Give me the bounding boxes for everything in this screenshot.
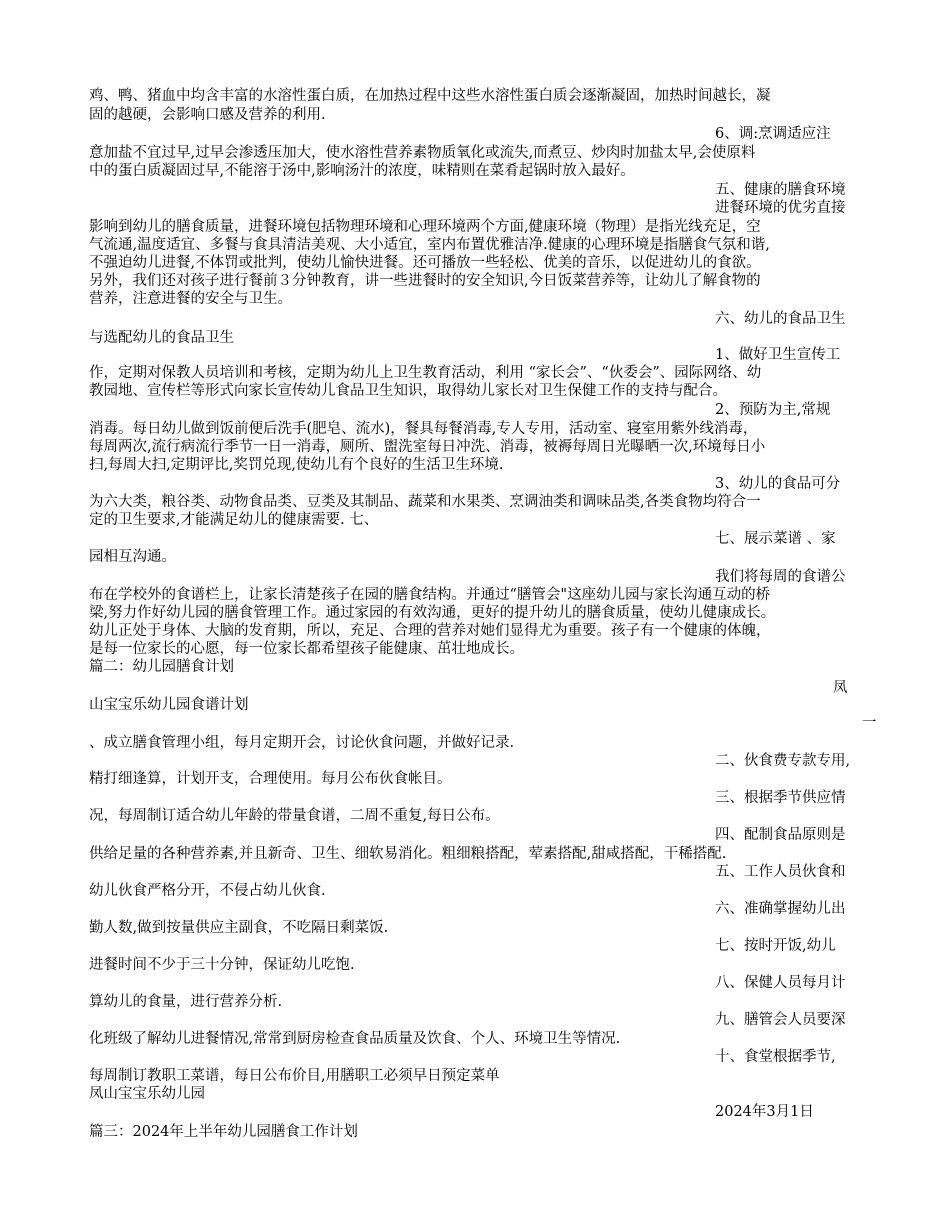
text-line: 幼儿正处于身体、大脑的发育期，所以，充足、合理的营养对她们显得尤为重要。孩子有一个健康的体魄，: [89, 623, 771, 639]
section-heading: 2、预防为主,常规: [715, 402, 831, 418]
text-line: 消毒。每日幼儿做到饭前便后洗手(肥皂、流水)，餐具每餐消毒,专人专用，活动室、寝室用紫外线消毒，: [89, 421, 758, 437]
text-line: 为六大类，粮谷类、动物食品类、豆类及其制品、蔬菜和水果类、烹调油类和调味品类,各类食物均符合一: [89, 494, 761, 510]
text-line: 况，每周制订适合幼儿年龄的带量食谱，二周不重复,每日公布。: [89, 808, 500, 824]
text-line: 进餐时间不少于三十分钟，保证幼儿吃饱.: [89, 957, 355, 973]
text-line: 扫,每周大扫,定期评比,奖罚兑现,使幼儿有个良好的生活卫生环境.: [89, 457, 504, 473]
section-heading: 五、工作人员伙食和: [715, 864, 846, 880]
section-heading: 五、健康的膳食环境: [715, 182, 846, 198]
text-line: 与选配幼儿的食品卫生: [89, 330, 234, 346]
text-line: 布在学校外的食谱栏上，让家长清楚孩子在园的膳食结构。并通过“膳管会"这座幼儿园与家长沟通互动的桥: [89, 587, 771, 603]
text-line: 气流通,温度适宜、多餐与食具清洁美观、大小适宜，室内布置优雅洁净.健康的心理环境是指膳食气氛和谐,: [89, 237, 770, 253]
section-heading: 八、保健人员每月计: [715, 975, 846, 991]
section-heading: 十、食堂根据季节,: [715, 1049, 836, 1065]
section-heading: 3、幼儿的食品可分: [715, 476, 841, 492]
text-line: 凤: [833, 680, 848, 696]
text-line: 山宝宝乐幼儿园食谱计划: [89, 697, 249, 713]
text-line: 化班级了解幼儿进餐情况,常常到厨房检查食品质量及饮食、个人、环境卫生等情况.: [89, 1031, 621, 1047]
text-line: 中的蛋白质凝固过早,不能溶于汤中,影响汤汁的浓度，味精则在菜肴起锅时放入最好。: [89, 163, 635, 179]
text-line: 作，定期对保教人员培训和考核，定期为幼儿上卫生教育活动，利用 “家长会”、“伙委会”、园际网络、幼: [89, 365, 762, 381]
text-line: 影响到幼儿的膳食质量，进餐环境包括物理环境和心理环境两个方面,健康环境（物理）是指光线充足，空: [89, 219, 761, 235]
article-heading: 篇二：幼儿园膳食计划: [89, 659, 234, 675]
text-line: 算幼儿的食量，进行营养分析.: [89, 994, 283, 1010]
text-line: 不强迫幼儿进餐,不体罚或批判，使幼儿愉快进餐。还可播放一些轻松、优美的音乐，以促进幼儿的食欲。: [89, 255, 761, 271]
section-heading: 九、膳管会人员要深: [715, 1012, 846, 1028]
text-line: 幼儿伙食严格分开，不侵占幼儿伙食.: [89, 883, 326, 899]
text-line: 定的卫生要求,才能满足幼儿的健康需要. 七、: [89, 512, 379, 528]
section-heading: 六、幼儿的食品卫生: [715, 311, 846, 327]
section-heading: 四、配制食品原则是: [715, 827, 846, 843]
section-heading: 七、展示菜谱 、家: [715, 531, 836, 547]
signature-date: 2024年3月1日: [715, 1104, 814, 1120]
text-line: 意加盐不宜过早,过早会渗透压加大，使水溶性营养素物质氧化或流失,而煮豆、炒肉时加盐太早,会使原料: [89, 145, 756, 161]
section-heading: 六、准确掌握幼儿出: [715, 901, 846, 917]
text-line: 、成立膳食管理小组，每月定期开会，讨论伙食问题，并做好记录.: [89, 735, 515, 751]
text-line: 鸡、鸭、猪血中均含丰富的水溶性蛋白质，在加热过程中这些水溶性蛋白质会逐渐凝固，加热时间越长，凝: [89, 88, 771, 104]
text-line: 教园地、宣传栏等形式向家长宣传幼儿食品卫生知识，取得幼儿家长对卫生保健工作的支持与配合。: [89, 383, 727, 399]
section-heading: 1、做好卫生宣传工: [715, 347, 841, 363]
section-heading: 三、根据季节供应情: [715, 790, 846, 806]
text-line: 固的越硬，会影响口感及营养的利用.: [89, 107, 326, 123]
text-line: 营养，注意进餐的安全与卫生。: [89, 291, 292, 307]
section-heading: 七、按时开饭,幼儿: [715, 938, 836, 954]
text-line: 每周制订教职工菜谱，每日公布价目,用膳职工必须早日预定菜单: [89, 1068, 500, 1084]
section-heading: 二、伙食费专款专用,: [715, 753, 851, 769]
section-heading: 6、调:烹调适应注: [715, 126, 831, 142]
text-line: 梁,努力作好幼儿园的膳食管理工作。通过家园的有效沟通，更好的提升幼儿的膳食质量，使幼儿健康成长。: [89, 605, 776, 621]
text-line: 另外，我们还对孩子进行餐前３分钟教育，讲一些进餐时的安全知识,今日饭菜营养等，让幼儿了解食物的: [89, 273, 761, 289]
text-line: 每周两次,流行病流行季节一日一消毒，厕所、盥洗室每日冲洗、消毒，被褥每周日光曝晒一次,环境每日小: [89, 439, 766, 455]
text-line: 园相互沟通。: [89, 549, 176, 565]
text-line: 一: [862, 715, 877, 731]
signature-org: 凤山宝宝乐幼儿园: [89, 1086, 205, 1102]
text-line: 精打细逢算，计划开支，合理使用。每月公布伙食帐目。: [89, 771, 452, 787]
article-heading: 篇三：2024年上半年幼儿园膳食工作计划: [89, 1124, 358, 1140]
text-line: 进餐环境的优劣直接: [715, 200, 846, 216]
text-line: 我们将每周的食谱公: [715, 569, 846, 585]
text-line: 供给足量的各种营养素,并且新奇、卫生、细软易消化。粗细粮搭配，荤素搭配,甜咸搭配，干稀搭配.: [89, 846, 727, 862]
text-line: 勤人数,做到按量供应主副食，不吃隔日剩菜饭.: [89, 920, 389, 936]
text-line: 是每一位家长的心愿，每一位家长都希望孩子能健康、茁壮地成长。: [89, 641, 524, 657]
